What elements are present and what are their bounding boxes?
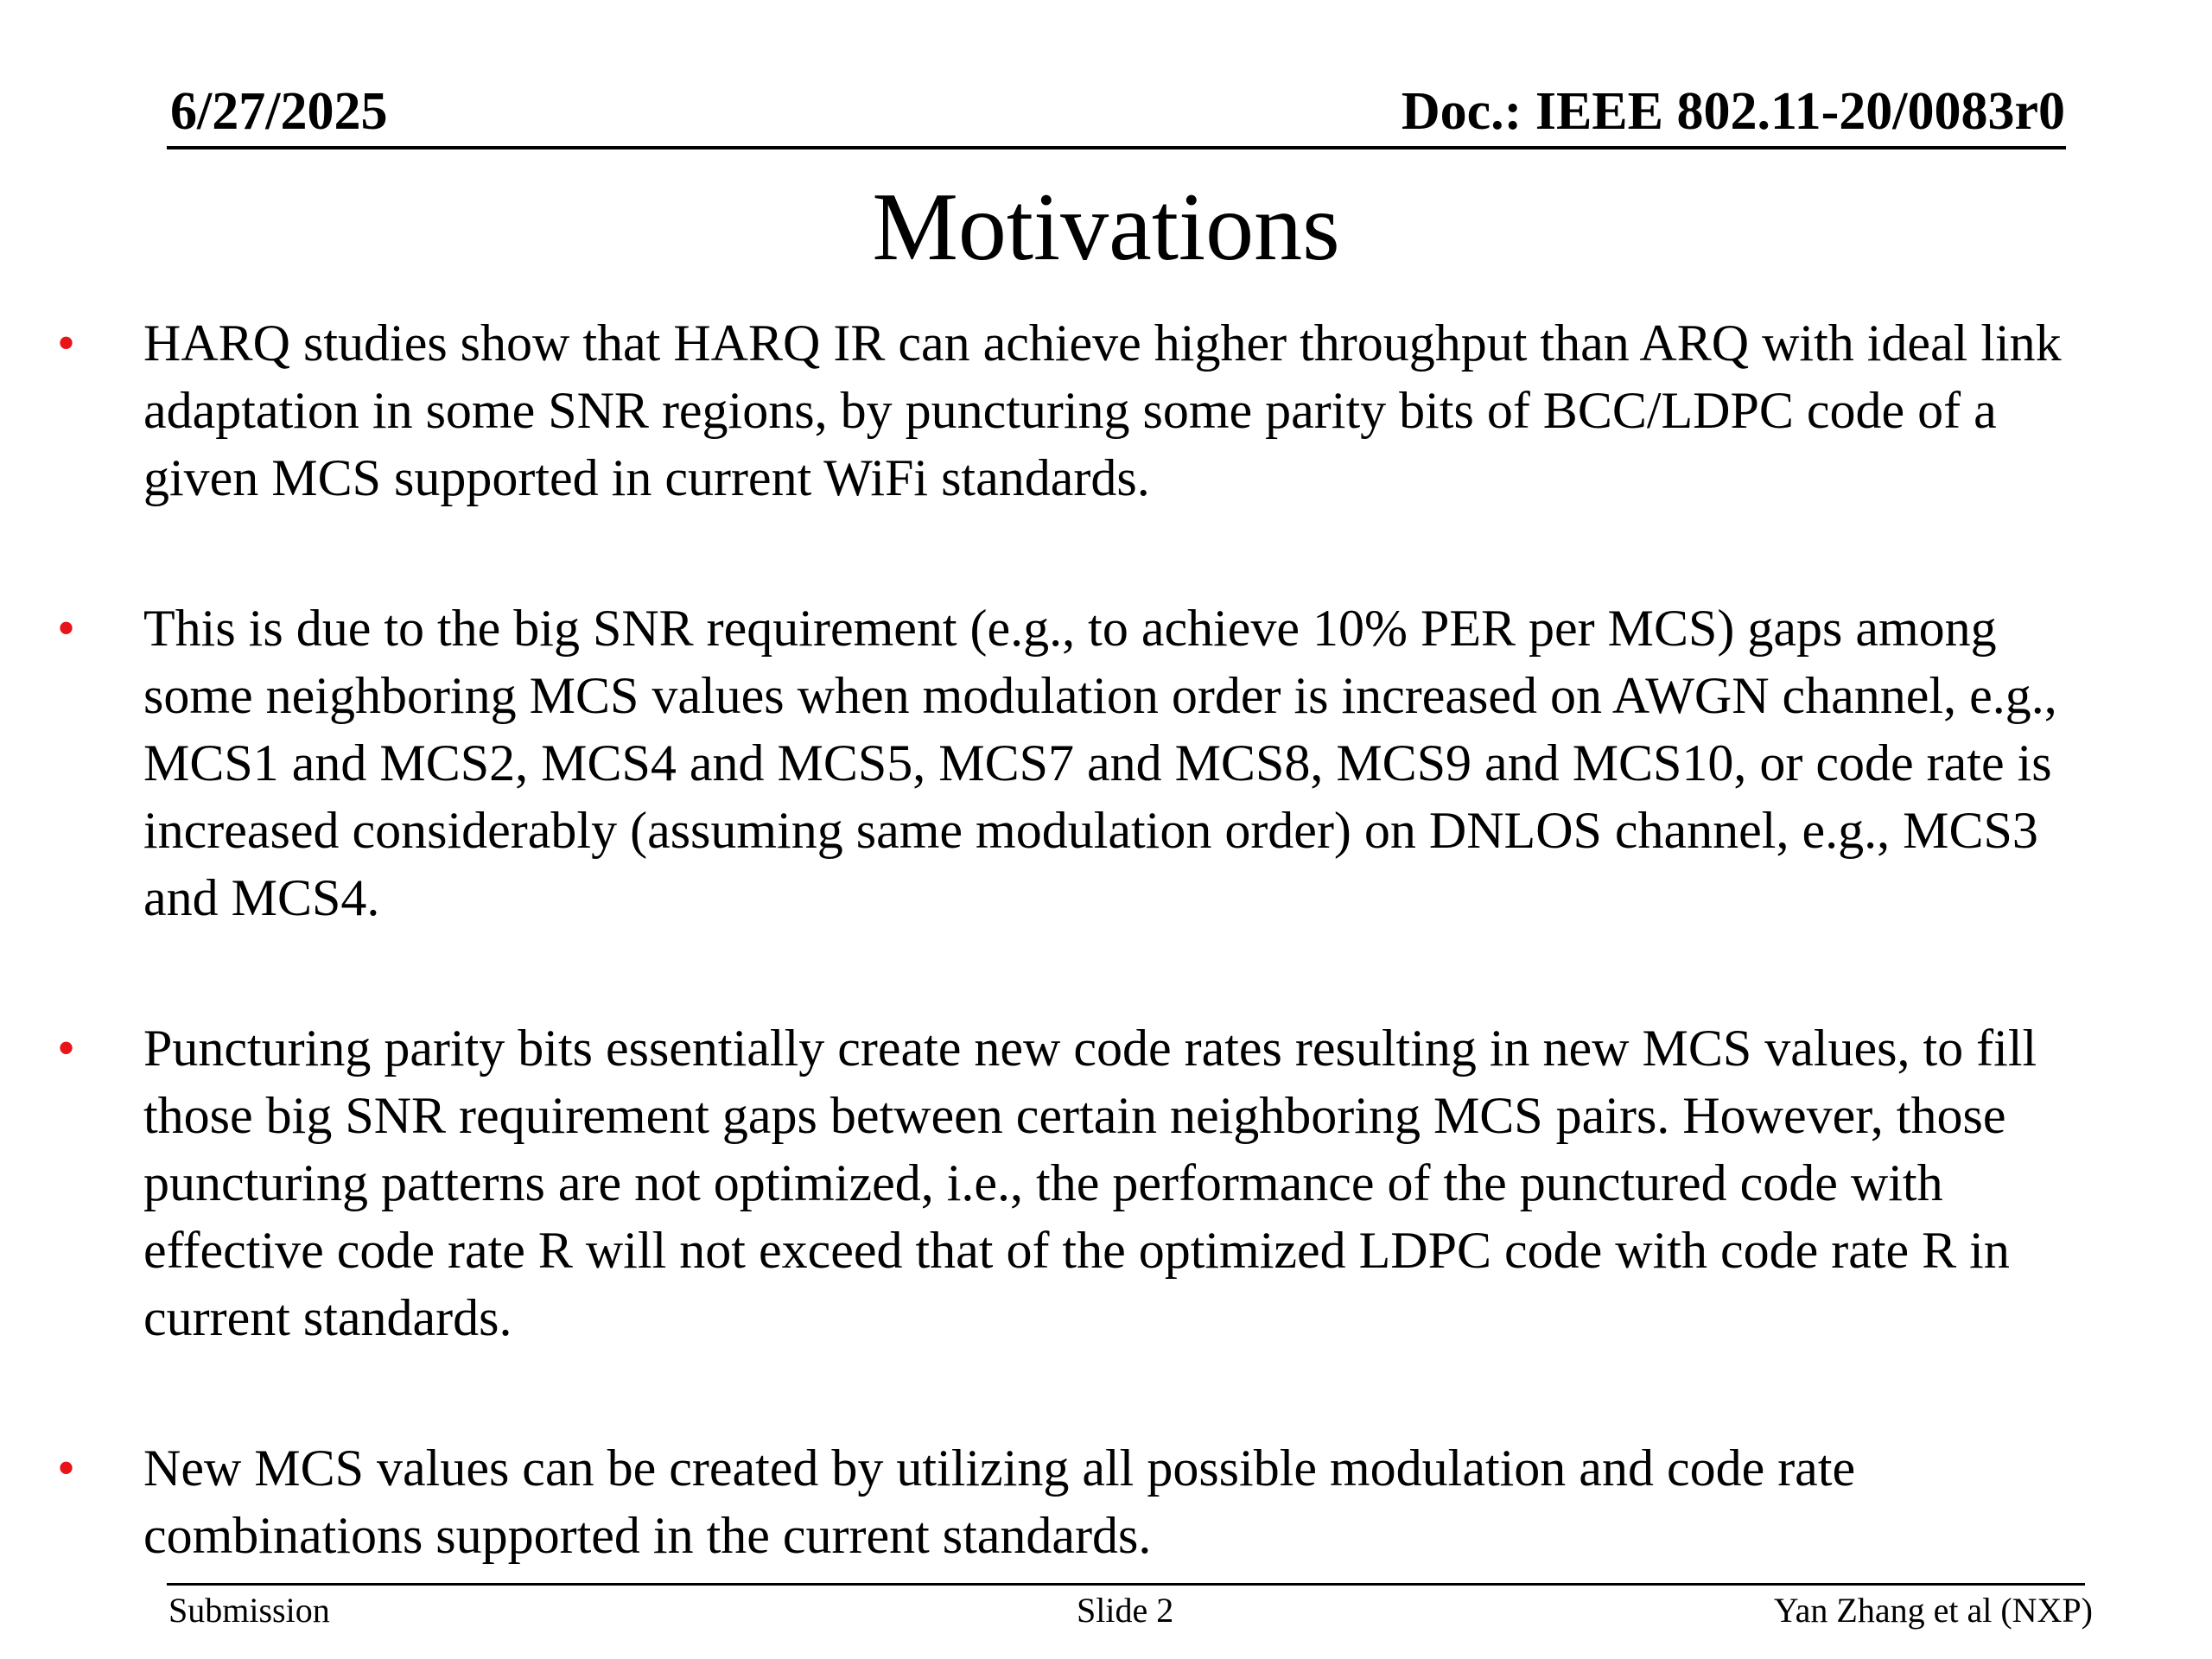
bullet-dot-icon: •: [57, 600, 76, 657]
bullet-item: [0, 1434, 2096, 1569]
header-divider: [167, 146, 2066, 149]
bullet-text: This is due to the big SNR requirement (e.g., to achieve 10% PER per MCS) gaps among some neighboring MCS values when modulation order is increased on AWGN channel, e.g., MCS1 and MCS2, MCS4 and MCS5, MCS7 and MCS8, MCS9 and MCS10, or code rate is increased considerably (assuming same modulation order) on DNLOS channel, e.g., MCS3 and MCS4.: [143, 600, 2057, 926]
bullet-item: [0, 594, 2096, 931]
footer-author: Yan Zhang et al (NXP): [1773, 1591, 2093, 1630]
bullet-item: [0, 1014, 2096, 1351]
footer-slide-number: Slide 2: [1077, 1591, 1174, 1630]
bullet-list: [0, 309, 2212, 1569]
bullet-text: Puncturing parity bits essentially create new code rates resulting in new MCS values, to fill those big SNR requirement gaps between certain neighboring MCS pairs. However, those puncturing patterns are not optimized, i.e., the performance of the punctured code with effective code rate R will not exceed that of the optimized LDPC code with code rate R in current standards.: [143, 1020, 2037, 1346]
bullet-item: [0, 309, 2096, 512]
bullet-dot-icon: •: [57, 315, 76, 372]
footer-submission: Submission: [168, 1591, 330, 1630]
header-date: 6/27/2025: [170, 82, 388, 141]
footer-divider: [167, 1583, 2085, 1586]
bullet-dot-icon: •: [57, 1020, 76, 1077]
header-doc-id: Doc.: IEEE 802.11-20/0083r0: [1401, 82, 2065, 141]
bullet-text: HARQ studies show that HARQ IR can achieve higher throughput than ARQ with ideal link adaptation in some SNR regions, by puncturing some parity bits of BCC/LDPC code of a given MCS supported in current WiFi standards.: [143, 315, 2062, 506]
bullet-text: New MCS values can be created by utilizing all possible modulation and code rate combinations supported in the current standards.: [143, 1440, 1856, 1564]
bullet-dot-icon: •: [57, 1440, 76, 1497]
slide-title: Motivations: [872, 174, 1340, 281]
